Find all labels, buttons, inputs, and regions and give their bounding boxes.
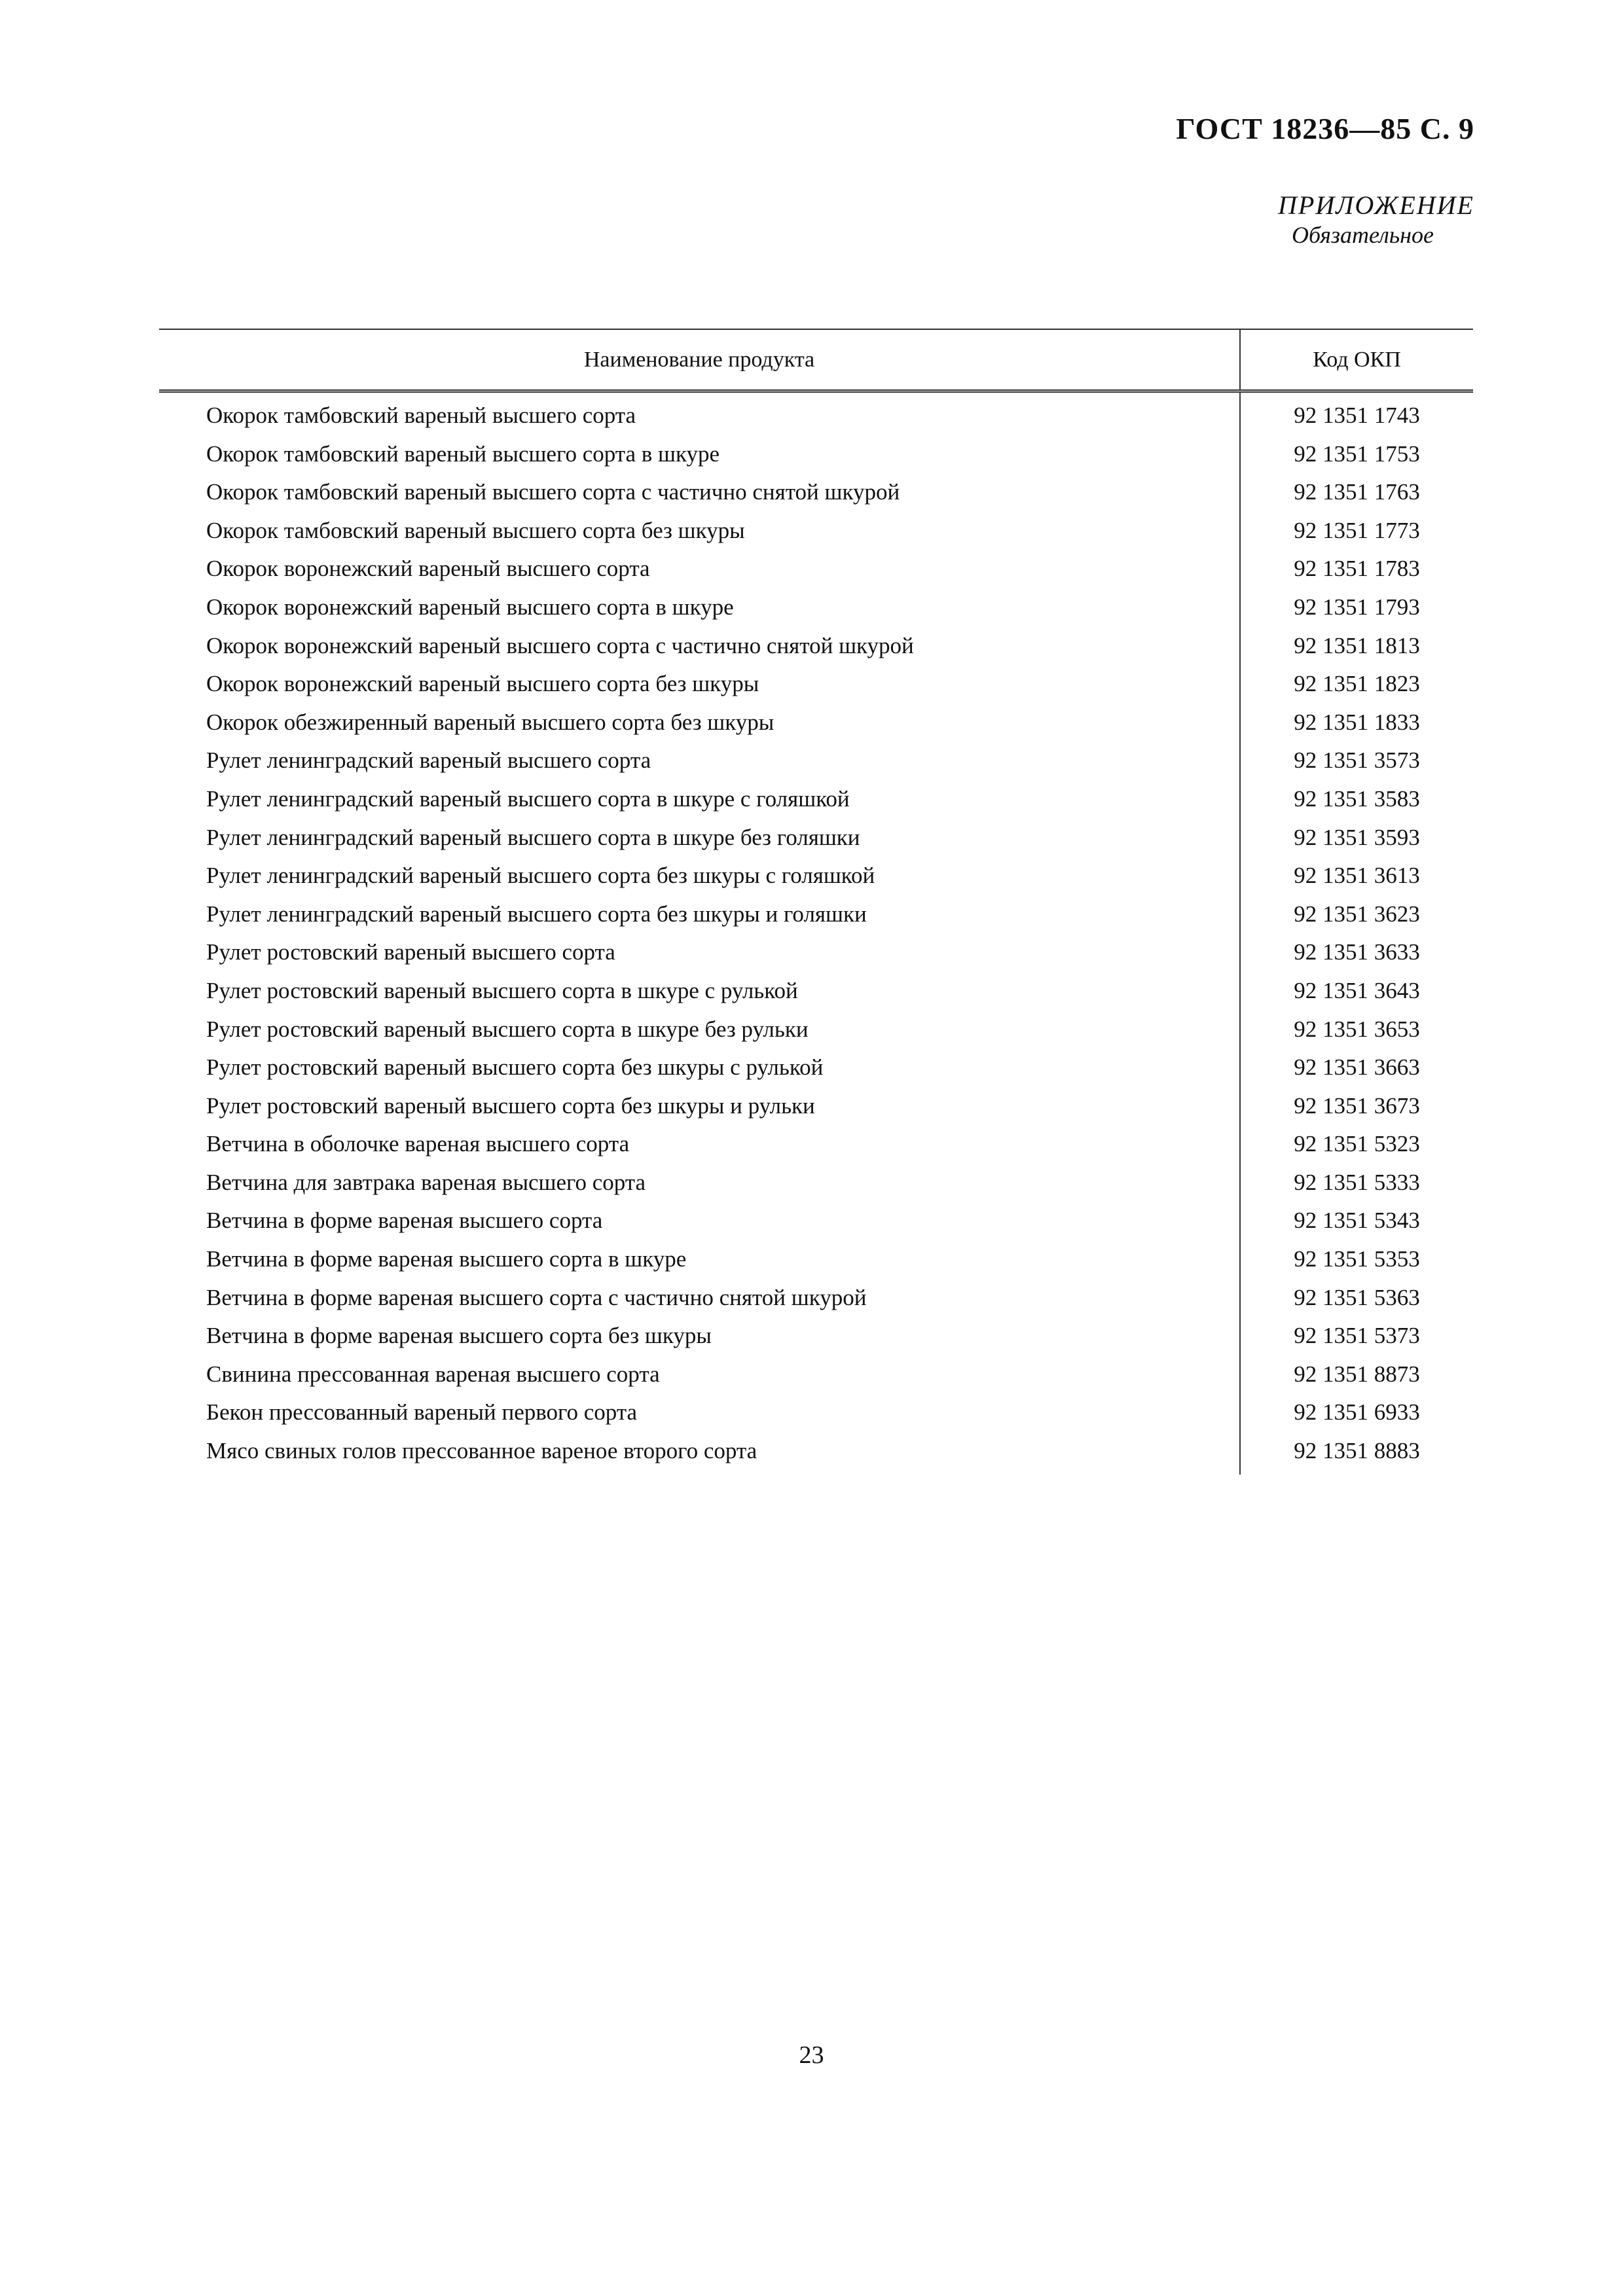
okp-code-cell: 92 1351 1753	[1294, 440, 1420, 467]
okp-code-cell: 92 1351 1793	[1294, 594, 1420, 620]
product-name-cell: Окорок воронежский вареный высшего сорта без шкуры	[206, 671, 759, 697]
okp-code-cell: 92 1351 3673	[1294, 1092, 1420, 1119]
product-name-cell: Окорок воронежский вареный высшего сорта с частично снятой шкурой	[206, 632, 914, 658]
product-name-cell: Окорок обезжиренный вареный высшего сорта без шкуры	[206, 709, 775, 735]
product-name-cell: Ветчина для завтрака вареная высшего сорта	[206, 1169, 646, 1195]
product-name-cell: Окорок тамбовский вареный высшего сорта	[206, 403, 636, 428]
table-header	[159, 330, 1473, 393]
okp-code-cell: 92 1351 3643	[1294, 977, 1420, 1003]
okp-code-cell: 92 1351 3663	[1294, 1054, 1420, 1081]
okp-code-cell: 92 1351 5373	[1294, 1323, 1420, 1349]
okp-code-cell: 92 1351 1743	[1294, 403, 1420, 428]
column-header-okp-code: Код ОКП	[1239, 330, 1473, 389]
product-name-cell: Рулет ленинградский вареный высшего сорта в шкуре без голяшки	[206, 824, 860, 850]
product-name-column	[159, 393, 1239, 1475]
okp-code-cell: 92 1351 8883	[1294, 1438, 1420, 1464]
product-name-cell: Рулет ростовский вареный высшего сорта в шкуре с рулькой	[206, 977, 798, 1003]
product-name-cell: Мясо свиных голов прессованное вареное второго сорта	[206, 1438, 757, 1464]
okp-code-cell: 92 1351 1813	[1294, 632, 1420, 658]
product-name-cell: Рулет ленинградский вареный высшего сорта в шкуре с голяшкой	[206, 785, 850, 812]
okp-code-cell: 92 1351 5353	[1294, 1246, 1420, 1272]
product-name-cell: Рулет ленинградский вареный высшего сорта	[206, 747, 651, 774]
okp-code-cell: 92 1351 3593	[1294, 824, 1420, 850]
okp-code-cell: 92 1351 1823	[1294, 671, 1420, 697]
product-name-cell: Рулет ростовский вареный высшего сорта в шкуре без рульки	[206, 1016, 809, 1042]
okp-code-cell: 92 1351 5323	[1294, 1131, 1420, 1157]
appendix-title: ПРИЛОЖЕНИЕ	[1278, 190, 1474, 220]
okp-code-column	[1239, 393, 1473, 1475]
product-name-cell: Окорок тамбовский вареный высшего сорта в шкуре	[206, 440, 720, 467]
column-header-product-name: Наименование продукта	[583, 347, 815, 372]
appendix-subtitle: Обязательное	[1292, 222, 1434, 248]
product-name-cell: Ветчина в форме вареная высшего сорта с частично снятой шкурой	[206, 1284, 867, 1310]
okp-code-cell: 92 1351 3613	[1294, 863, 1420, 889]
product-name-cell: Рулет ростовский вареный высшего сорта без шкуры и рульки	[206, 1092, 815, 1119]
okp-code-cell: 92 1351 5343	[1294, 1208, 1420, 1234]
product-name-cell: Бекон прессованный вареный первого сорта	[206, 1399, 638, 1426]
okp-code-cell: 92 1351 8873	[1294, 1361, 1420, 1387]
product-name-cell: Ветчина в форме вареная высшего сорта в шкуре	[206, 1246, 687, 1272]
product-code-table	[159, 329, 1473, 1475]
okp-code-cell: 92 1351 3633	[1294, 939, 1420, 965]
okp-code-cell: 92 1351 3583	[1294, 785, 1420, 812]
okp-code-cell: 92 1351 5333	[1294, 1169, 1420, 1195]
product-name-cell: Окорок воронежский вареный высшего сорта в шкуре	[206, 594, 734, 620]
product-name-cell: Ветчина в оболочке вареная высшего сорта	[206, 1131, 630, 1157]
okp-code-cell: 92 1351 3653	[1294, 1016, 1420, 1042]
okp-code-cell: 92 1351 1783	[1294, 556, 1420, 582]
table-body	[159, 393, 1473, 1475]
okp-code-cell: 92 1351 1773	[1294, 517, 1420, 543]
page-number: 23	[799, 2041, 824, 2069]
okp-code-cell: 92 1351 3573	[1294, 747, 1420, 774]
product-name-cell: Окорок тамбовский вареный высшего сорта без шкуры	[206, 517, 745, 543]
product-name-cell: Рулет ленинградский вареный высшего сорта без шкуры с голяшкой	[206, 863, 875, 889]
okp-code-cell: 92 1351 6933	[1294, 1399, 1420, 1426]
product-name-cell: Ветчина в форме вареная высшего сорта	[206, 1208, 603, 1234]
product-name-cell: Рулет ростовский вареный высшего сорта	[206, 939, 615, 965]
okp-code-cell: 92 1351 1763	[1294, 479, 1420, 505]
okp-code-cell: 92 1351 3623	[1294, 901, 1420, 927]
product-name-cell: Окорок тамбовский вареный высшего сорта с частично снятой шкурой	[206, 479, 900, 505]
appendix-block	[1278, 190, 1474, 249]
product-name-cell: Ветчина в форме вареная высшего сорта без шкуры	[206, 1323, 712, 1349]
product-name-cell: Рулет ленинградский вареный высшего сорта без шкуры и голяшки	[206, 901, 867, 927]
okp-code-cell: 92 1351 1833	[1294, 709, 1420, 735]
product-name-cell: Рулет ростовский вареный высшего сорта без шкуры с рулькой	[206, 1054, 824, 1081]
product-name-cell: Окорок воронежский вареный высшего сорта	[206, 556, 650, 582]
page-header-standard: ГОСТ 18236—85 С. 9	[1176, 112, 1474, 145]
okp-code-cell: 92 1351 5363	[1294, 1284, 1420, 1310]
product-name-cell: Свинина прессованная вареная высшего сорта	[206, 1361, 660, 1387]
